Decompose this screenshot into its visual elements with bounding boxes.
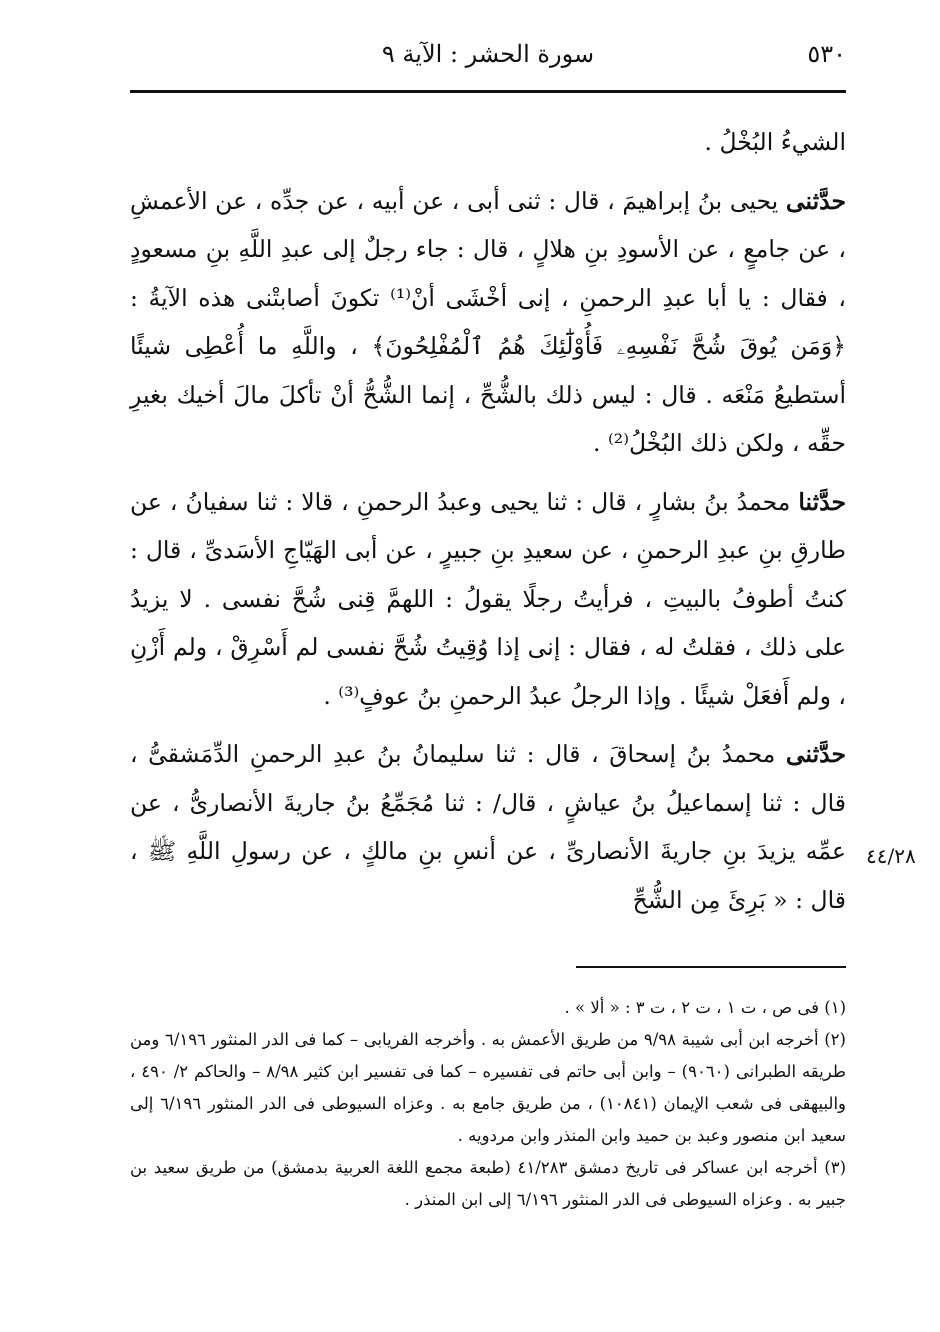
page-header: [130, 36, 846, 80]
paragraph-text: محمدُ بنُ بشارٍ ، قال : ثنا يحيى وعبدُ الرحمنِ ، قالا : ثنا سفيانُ ، عن طارقِ بنِ عبدِ الرحمنِ ، عن سعيدِ بنِ جبيرٍ ، عن أبى الهَيّاجِ الأسَدىِّ ، قال : كنتُ أطوفُ بالبيتِ ، فرأيتُ رجلًا يقولُ : اللهمَّ قِنى شُحَّ نفسى . لا يزيدُ على ذلك ، فقلتُ له ، فقال : إنى إذا وُقِيتُ شُحَّ نفسى لم أَسْرِقْ ، ولم أَزْنِ ، ولم أَفعَلْ شيئًا . وإذا الرجلُ عبدُ الرحمنِ بنُ عوفٍ⁽³⁾ .: [130, 487, 846, 710]
footnote-3: (٣) أخرجه ابن عساكر فى تاريخ دمشق ٤١/٢٨٣ (طبعة مجمع اللغة العربية بدمشق) من طريق سعيد بن جبير به . وعزاه السيوطى فى الدر المنثور ٦/١٩٦ إلى ابن المنذر .: [130, 1158, 847, 1209]
footnotes: [130, 992, 846, 1216]
paragraph-1: [130, 118, 846, 167]
margin-reference: ٤٤/٢٨: [866, 844, 916, 868]
paragraph-lead: حدَّثنا: [798, 487, 846, 516]
page-number: ٥٣٠: [807, 40, 846, 68]
footnote-2: (٢) أخرجه ابن أبى شيبة ٩/٩٨ من طريق الأعمش به . وأخرجه الفريابى – كما فى الدر المنثور ٦/١٩٦ ومن طريقه الطبرانى (٩٠٦٠) – وابن أبى حاتم فى تفسيره – كما فى تفسير ابن كثير ٨/٩٨ – والحاكم ٢/ ٤٩٠ ، والبيهقى فى شعب الإيمان (١٠٨٤١) ، من طريق جامع به . وعزاه السيوطى فى الدر المنثور ٦/١٩٦ إلى سعيد ابن منصور وعبد بن حميد وابن المنذر وابن مردويه .: [130, 1030, 846, 1145]
paragraph-lead: حدَّثنى: [785, 740, 846, 768]
running-title: سورة الحشر : الآية ٩: [381, 40, 595, 68]
footnote-rule: [576, 966, 846, 968]
paragraph-2: [130, 177, 846, 468]
paragraph-3: [130, 478, 846, 721]
paragraph-text: محمدُ بنُ إسحاقَ ، قال : ثنا سليمانُ بنُ عبدِ الرحمنِ الدِّمَشقىُّ ، قال : ثنا إسماعيلُ بنُ عياشٍ ، قال/ : ثنا مُجَمِّعُ بنُ جاريةَ الأنصارىُّ ، عن عمِّه يزيدَ بنِ جاريةَ الأنصارىِّ ، عن أنسِ بنِ مالكٍ ، عن رسولِ اللَّهِ ﷺ ، قال : « بَرِئَ مِن الشُّحِّ: [130, 740, 846, 914]
header-rule: [130, 90, 846, 93]
paragraph-text: الشيءُ البُخْلُ .: [704, 128, 846, 156]
main-text: [130, 118, 846, 924]
paragraph-lead: حدَّثنى: [785, 186, 846, 215]
paragraph-4: [130, 730, 846, 924]
footnote-1: (١) فى ص ، ت ١ ، ت ٢ ، ت ٣ : « ألا » .: [564, 998, 846, 1017]
paragraph-text: يحيى بنُ إبراهيمَ ، قال : ثنى أبى ، عن أبيه ، عن جدِّه ، عن الأعمشِ ، عن جامعٍ ، عن الأسودِ بنِ هلالٍ ، قال : جاء رجلٌ إلى عبدِ اللَّهِ بنِ مسعودٍ ، فقال : يا أبا عبدِ الرحمنِ ، إنى أخْشَى أنْ⁽¹⁾ تكونَ أصابتْنى هذه الآيةُ : ﴿وَمَن يُوقَ شُحَّ نَفْسِهِۦ فَأُوْلَٰٓئِكَ هُمُ ٱلْمُفْلِحُونَ﴾ ، واللَّهِ ما أُعْطِى شيئًا أستطيعُ مَنْعَه . قال : ليس ذلك بالشُّحِّ ، إنما الشُّحُّ أنْ تأكلَ مالَ أخيك بغيرِ حقِّه ، ولكن ذلك البُخْلُ⁽²⁾ .: [130, 186, 846, 457]
